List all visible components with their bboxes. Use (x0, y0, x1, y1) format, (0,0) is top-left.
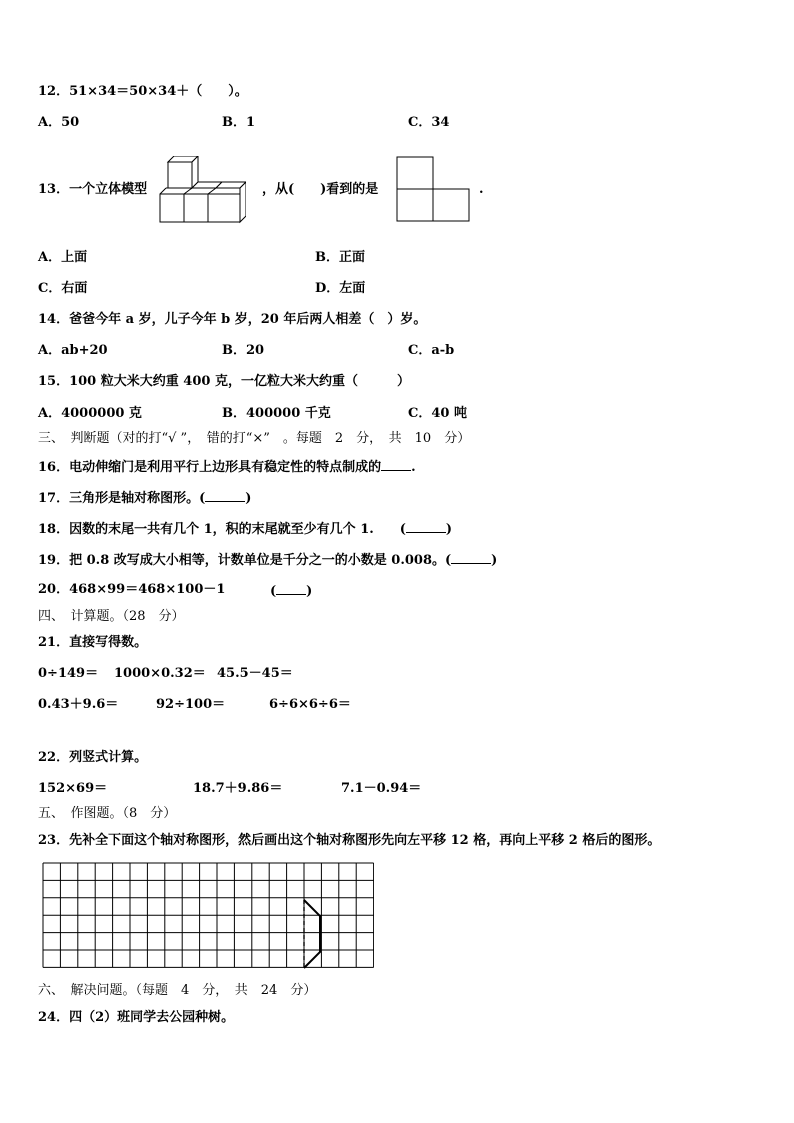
q18-blank[interactable] (406, 520, 446, 533)
q13-option-b: B．正面 (315, 250, 365, 265)
q13-option-a: A．上面 (38, 250, 88, 265)
q21-item: 6÷6×6÷6＝ (269, 697, 351, 712)
q19-stem: 19．把 0.8 改写成大小相等，计数单位是千分之一的小数是 0.008。( ) (38, 553, 498, 568)
q15-option-a: A．4000000 克 (38, 406, 142, 421)
section-4-title: 四、 计算题。（28 分） (38, 609, 185, 624)
q21-stem: 21．直接写得数。 (38, 635, 148, 650)
q22-item: 7.1－0.94＝ (341, 781, 422, 796)
q13-stem-end: . (479, 182, 484, 197)
q23-stem: 23．先补全下面这个轴对称图形，然后画出这个轴对称图形先向左平移 12 格，再向上平移 2 格后的图形。 (38, 833, 661, 848)
q18-stem: 18．因数的末尾一共有几个 1，积的末尾就至少有几个 1. ( ) (38, 522, 453, 537)
q22-item: 152×69＝ (38, 781, 108, 796)
q12-option-b: B．1 (222, 115, 256, 130)
q21-item: 92÷100＝ (156, 697, 226, 712)
drawing-grid[interactable] (42, 862, 374, 970)
section-6-title: 六、 解决问题。（每题 4 分， 共 24 分） (38, 983, 317, 998)
q21-item: 45.5－45＝ (217, 666, 293, 681)
q14-option-a: A．ab+20 (38, 343, 108, 358)
section-3-title: 三、 判断题（对的打“√ ”， 错的打“×” 。每题 2 分， 共 10 分） (38, 431, 471, 446)
q13-stem-left: 13．一个立体模型 (38, 182, 148, 197)
q15-stem: 15．100 粒大米大约重 400 克，一亿粒大米大约重（ ） (38, 374, 410, 389)
q21-item: 0÷149＝ (38, 666, 99, 681)
q14-option-c: C．a-b (408, 343, 455, 358)
q17-stem: 17．三角形是轴对称图形。( ) (38, 491, 252, 506)
q12-option-a: A．50 (38, 115, 80, 130)
q20-answer: ( ) (270, 584, 313, 599)
q19-blank[interactable] (451, 551, 491, 564)
q20-stem: 20．468×99＝468×100－1 (38, 582, 226, 597)
q17-blank[interactable] (205, 489, 245, 502)
q14-option-b: B．20 (222, 343, 265, 358)
q13-option-d: D．左面 (315, 281, 366, 296)
q24-stem: 24．四（2）班同学去公园种树。 (38, 1010, 235, 1025)
half-symmetric-shape (304, 900, 320, 968)
section-5-title: 五、 作图题。（8 分） (38, 806, 177, 821)
q14-stem: 14．爸爸今年 a 岁，儿子今年 b 岁，20 年后两人相差（ ）岁。 (38, 312, 427, 327)
q16-blank[interactable] (381, 458, 411, 471)
q12-stem: 12．51×34＝50×34＋（ ）。 (38, 84, 248, 99)
q15-option-c: C．40 吨 (408, 406, 467, 421)
q12-option-c: C．34 (408, 115, 450, 130)
cube-model-figure (158, 156, 246, 226)
q21-item: 1000×0.32＝ (114, 666, 206, 681)
q13-option-c: C．右面 (38, 281, 88, 296)
q20-blank[interactable] (276, 582, 306, 595)
q21-item: 0.43＋9.6＝ (38, 697, 119, 712)
view-shape-figure (396, 156, 472, 222)
q22-item: 18.7＋9.86＝ (193, 781, 283, 796)
q22-stem: 22．列竖式计算。 (38, 750, 148, 765)
q16-stem: 16．电动伸缩门是利用平行上边形具有稳定性的特点制成的 . (38, 460, 416, 475)
q13-stem-mid: ，从( )看到的是 (262, 182, 379, 197)
q15-option-b: B．400000 千克 (222, 406, 331, 421)
